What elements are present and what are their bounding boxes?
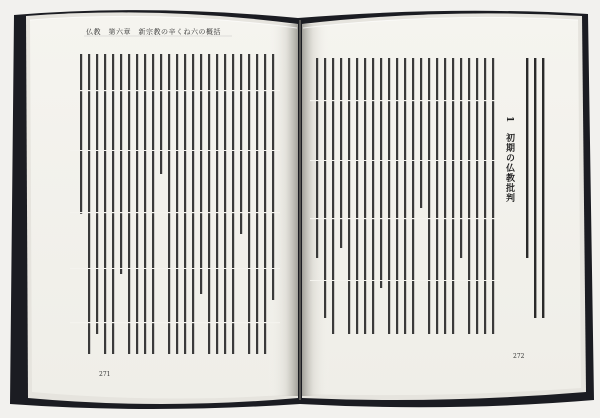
section-title: 1 初期の仏教批判 [504,116,514,204]
running-head: 仏教 第六章 新宗教の辛くね六の概括 [86,28,221,36]
right-page [303,17,581,395]
right-page-number: 272 [513,353,525,360]
left-page-number: 271 [99,371,111,378]
